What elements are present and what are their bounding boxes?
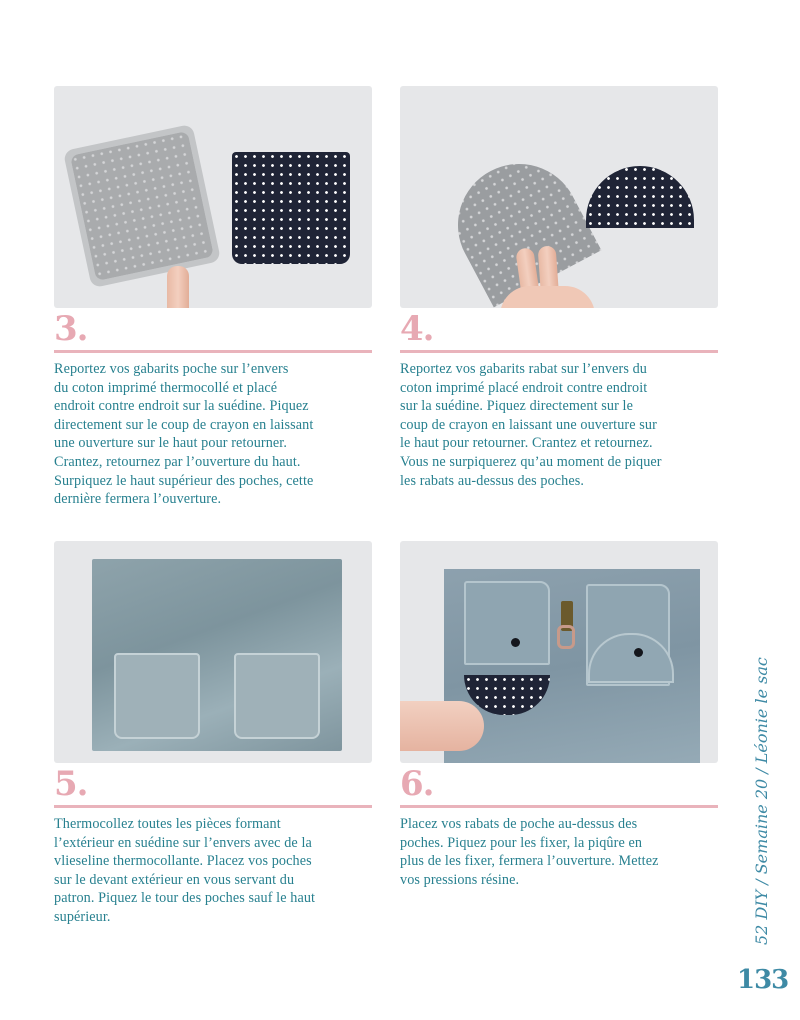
step-6-photo (400, 541, 718, 763)
buckle (557, 625, 575, 649)
text-line: Placez vos rabats de poche au-dessus des (400, 816, 638, 832)
text-line: directement sur le coup de crayon en laissant (54, 416, 314, 433)
hand (500, 286, 595, 308)
step-number: 5. (54, 764, 88, 804)
snap-left (511, 638, 520, 647)
navy-pocket (232, 152, 350, 264)
step-text (54, 815, 372, 927)
step-text (54, 360, 372, 509)
step-5-photo (54, 541, 372, 763)
hand (400, 701, 484, 751)
text-line: plus de les fixer, fermera l’ouverture. Mettez (400, 853, 659, 870)
text-line: coup de crayon en laissant une ouverture sur (400, 416, 657, 433)
text-line: vlieseline thermocollante. Placez vos poches (54, 853, 312, 870)
step-4-photo (400, 86, 718, 308)
snap-right (634, 648, 643, 657)
step-3 (54, 86, 372, 509)
pocket-right (234, 653, 320, 739)
divider (54, 350, 372, 353)
step-number: 4. (400, 309, 434, 349)
text-line: patron. Piquez le tour des poches sauf le haut (54, 890, 316, 907)
text-line: du coton imprimé thermocollé et placé (54, 379, 278, 396)
text-line: Vous ne surpiquerez qu’au moment de piquer (400, 453, 662, 470)
step-text (400, 360, 718, 490)
step-number: 6. (400, 764, 434, 804)
navy-flap (586, 166, 694, 228)
text-line: les rabats au-dessus des poches. (400, 472, 585, 489)
step-3-photo (54, 86, 372, 308)
divider (400, 350, 718, 353)
step-number: 3. (54, 309, 88, 349)
divider (54, 805, 372, 808)
text-line: Crantez, retournez par l’ouverture du haut. (54, 453, 301, 470)
text-line: endroit contre endroit sur la suédine. Piquez (54, 398, 309, 415)
pocket-left (114, 653, 200, 739)
text-line: Reportez vos gabarits rabat sur l’envers du (400, 361, 647, 377)
text-line: sur le devant extérieur en vous servant du (54, 871, 295, 888)
text-line: Reportez vos gabarits poche sur l’envers (54, 361, 289, 377)
text-line: l’extérieur en suédine sur l’envers avec de la (54, 834, 312, 851)
text-line: poches. Piquez pour les fixer, la piqûre en (400, 834, 643, 851)
finger (167, 266, 189, 308)
text-line: coton imprimé placé endroit contre endroit (400, 379, 648, 396)
text-line: Surpiquez le haut supérieur des poches, cette (54, 472, 314, 489)
step-text (400, 815, 718, 889)
running-header: 52 DIY / Semaine 20 / Léonie le sac (752, 657, 771, 945)
text-line: une ouverture sur le haut pour retourner. (54, 435, 287, 452)
text-line: le haut pour retourner. Crantez et retournez. (400, 435, 653, 452)
pocket-left (464, 581, 550, 665)
step-4 (400, 86, 718, 490)
step-5 (54, 541, 372, 927)
text-line: Thermocollez toutes les pièces formant (54, 816, 281, 832)
page-number: 133 (737, 965, 789, 995)
text-line: supérieur. (54, 908, 111, 925)
step-6 (400, 541, 718, 889)
text-line: vos pressions résine. (400, 871, 520, 888)
text-line: sur la suédine. Piquez directement sur le (400, 398, 633, 415)
divider (400, 805, 718, 808)
text-line: dernière fermera l’ouverture. (54, 491, 222, 508)
